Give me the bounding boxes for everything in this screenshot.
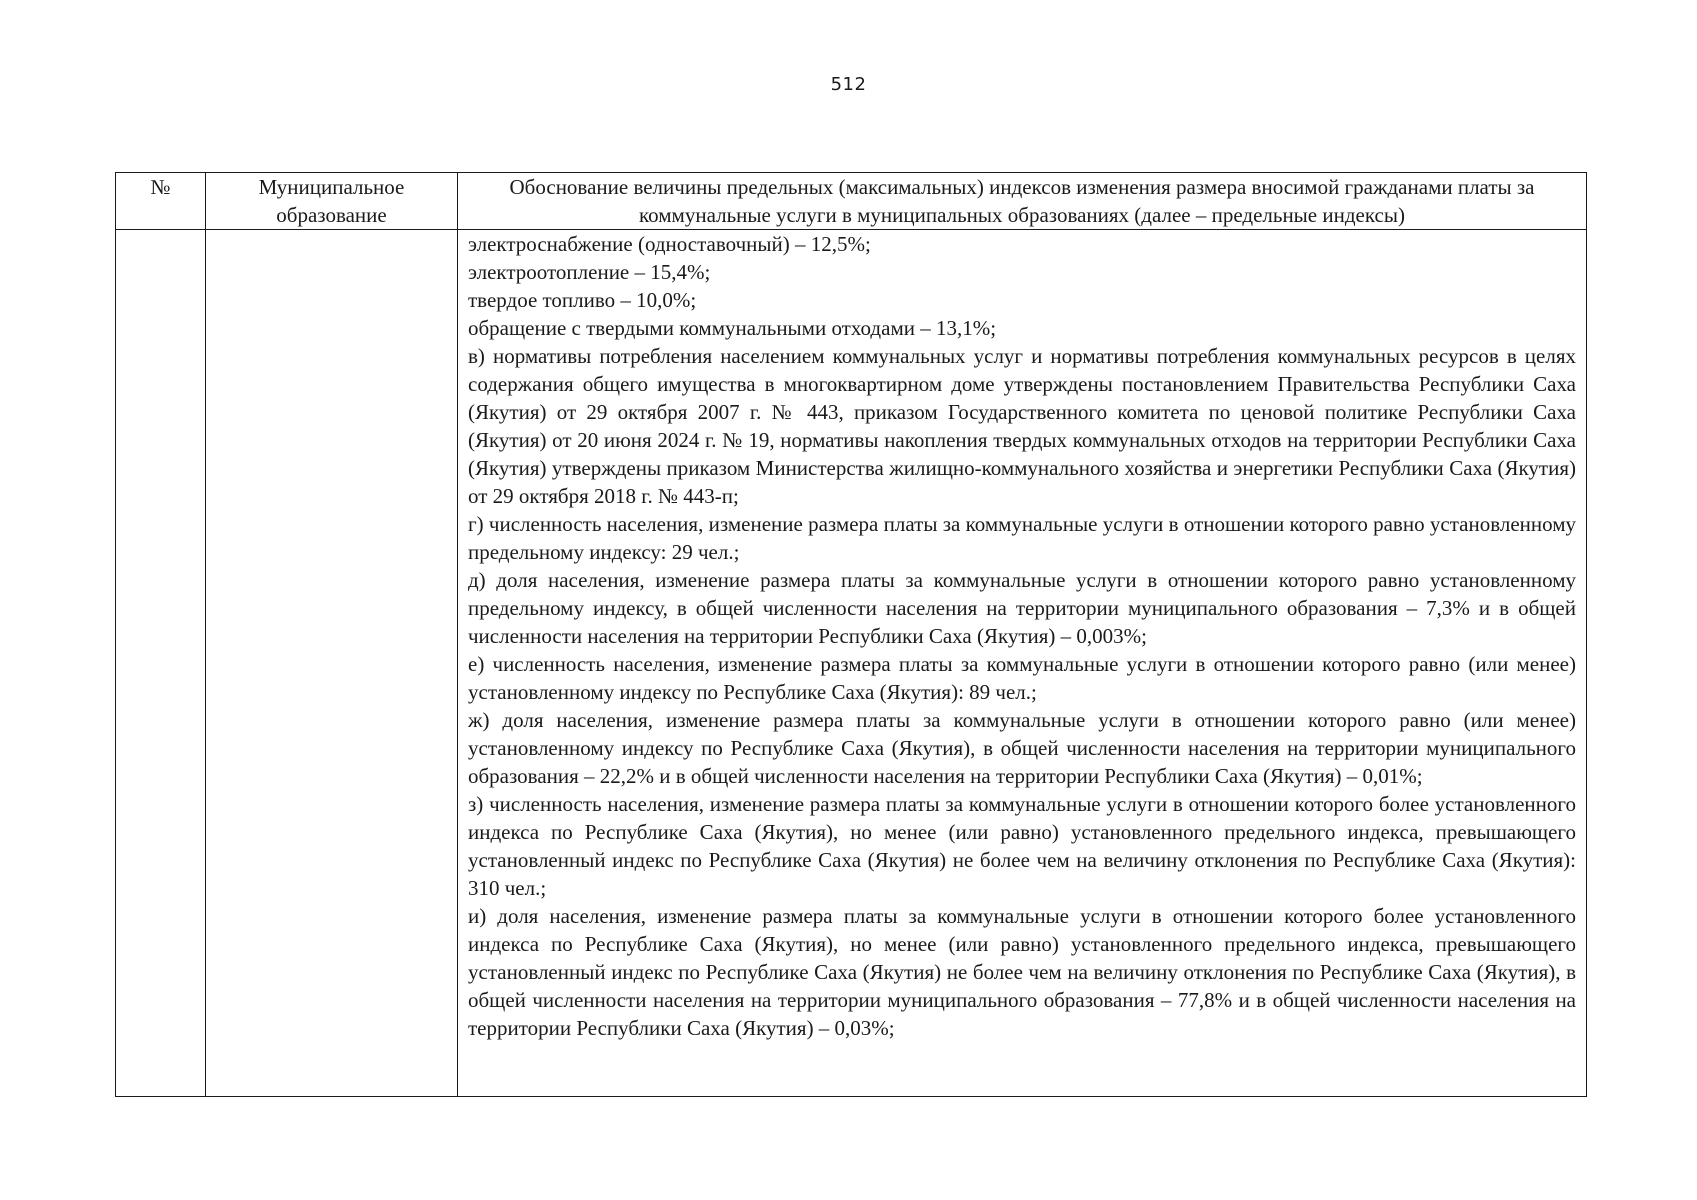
paragraph-solid-fuel: твердое топливо – 10,0%; [468, 288, 697, 312]
paragraph-item-e: е) численность населения, изменение размера платы за коммунальные услуги в отношении которого равно (или менее) установленному индексу по Республике Саха (Якутия): 89 чел.; [468, 652, 1576, 704]
header-justification: Обоснование величины предельных (максимальных) индексов изменения размера вносимой гражданами платы за коммунальные услуги в муниципальных образованиях (далее – предельные индексы) [458, 173, 1587, 230]
paragraph-electricity-single-rate: электроснабжение (одноставочный) – 12,5%; [468, 232, 871, 256]
paragraph-item-zh: ж) доля населения, изменение размера платы за коммунальные услуги в отношении которого равно (или менее) установленному индексу по Республике Саха (Якутия), в общей численности населения на территории муниципального образования – 22,2% и в общей численности населения на территории Республики Саха (Якутия) – 0,01%; [468, 708, 1576, 788]
paragraph-item-g: г) численность населения, изменение размера платы за коммунальные услуги в отношении которого равно установленному предельному индексу: 29 чел.; [468, 512, 1576, 564]
paragraph-item-z: з) численность населения, изменение размера платы за коммунальные услуги в отношении которого более установленного индекса по Республике Саха (Якутия), но менее (или равно) установленного предельного индекса, превышающего установленный индекс по Республике Саха (Якутия) не более чем на величину отклонения по Республике Саха (Якутия): 310 чел.; [468, 792, 1576, 900]
cell-municipality [206, 230, 458, 1097]
paragraph-item-d: д) доля населения, изменение размера платы за коммунальные услуги в отношении которого равно установленному предельному индексу, в общей численности населения на территории муниципального образования – 7,3% и в общей численности населения на территории Республики Саха (Якутия) – 0,003%; [468, 568, 1576, 648]
paragraph-item-i: и) доля населения, изменение размера платы за коммунальные услуги в отношении которого более установленного индекса по Республике Саха (Якутия), но менее (или равно) установленного предельного индекса, превышающего установленный индекс по Республике Саха (Якутия) не более чем на величину отклонения по Республике Саха (Якутия), в общей численности населения на территории муниципального образования – 77,8% и в общей численности населения на территории Республики Саха (Якутия) – 0,03%; [468, 904, 1576, 1040]
paragraph-item-v: в) нормативы потребления населением коммунальных услуг и нормативы потребления коммунальных ресурсов в целях содержания общего имущества в многоквартирном доме утверждены постановлением Правительства Республики Саха (Якутия) от 29 октября 2007 г. № 443, приказом Государственного комитета по ценовой политике Республики Саха (Якутия) от 20 июня 2024 г. № 19, нормативы накопления твердых коммунальных отходов на территории Республики Саха (Якутия) утверждены приказом Министерства жилищно-коммунального хозяйства и энергетики Республики Саха (Якутия) от 29 октября 2018 г. № 443-п; [468, 344, 1576, 508]
paragraph-electric-heating: электроотопление – 15,4%; [468, 260, 711, 284]
cell-justification [458, 230, 1587, 1097]
table-header [116, 173, 1587, 230]
justification-table [115, 172, 1587, 1097]
cell-number [116, 230, 206, 1097]
header-number: № [116, 173, 206, 230]
header-municipality: Муниципальное образование [206, 173, 458, 230]
table-row [116, 230, 1587, 1097]
table-body [116, 230, 1587, 1097]
header-row [116, 173, 1587, 230]
page-number: 512 [830, 74, 867, 95]
paragraph-solid-waste: обращение с твердыми коммунальными отходами – 13,1%; [468, 316, 997, 340]
